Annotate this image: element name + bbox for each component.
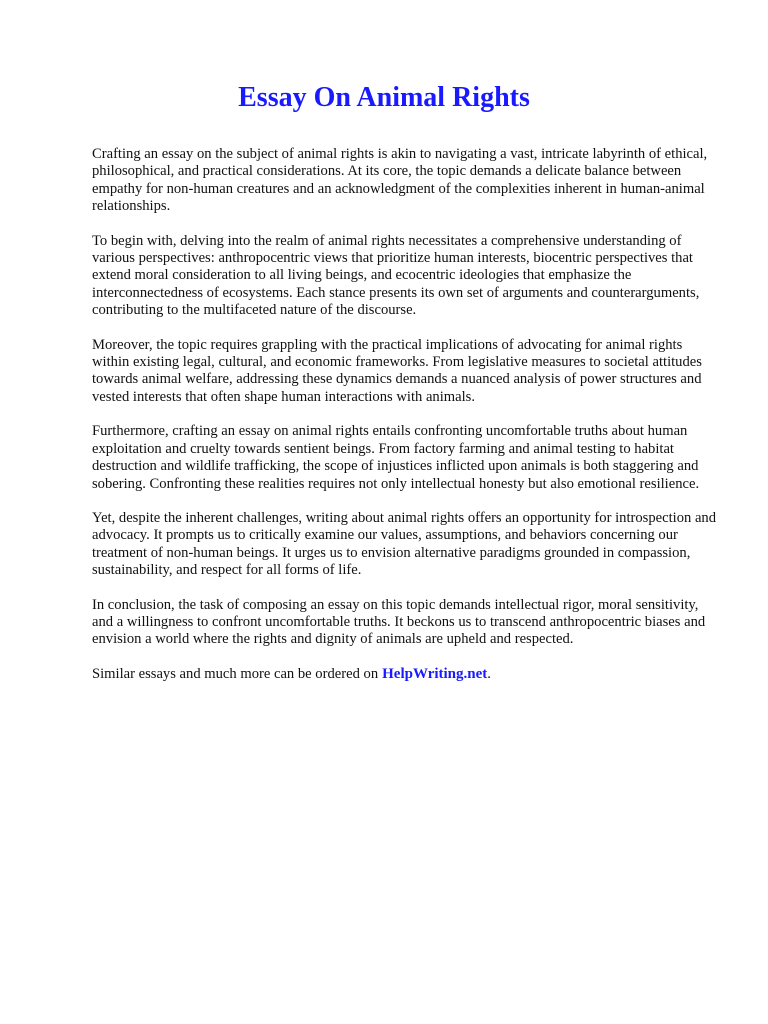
essay-body [92, 146, 722, 683]
paragraph-2: To begin with, delving into the realm of animal rights necessitates a comprehensive understanding of various perspectives: anthropocentric views that prioritize human interests, biocentric perspectives that extend moral consideration to all living beings, and ecocentric ideologies that emphasize the interconnectedness of ecosystems. Each stance presents its own set of arguments and counterarguments, contributing to the multifaceted nature of the discourse. [92, 232, 700, 319]
order-suffix: . [487, 665, 491, 682]
paragraph-1: Crafting an essay on the subject of animal rights is akin to navigating a vast, intricate labyrinth of ethical, philosophical, and practical considerations. At its core, the topic demands a delicate balance between empathy for non-human creatures and an acknowledgment of the complexities inherent in human-animal relationships. [92, 146, 708, 215]
order-line [92, 666, 722, 683]
helpwriting-link[interactable]: HelpWriting.net [382, 665, 488, 682]
order-text: Similar essays and much more can be ordered on [92, 665, 379, 682]
paragraph-5: Yet, despite the inherent challenges, writing about animal rights offers an opportunity for introspection and advocacy. It prompts us to critically examine our values, assumptions, and behaviors concerning our treatment of non-human beings. It urges us to envision alternative paradigms grounded in compassion, sustainability, and respect for all forms of life. [92, 509, 717, 579]
page-title: Essay On Animal Rights [238, 82, 530, 113]
paragraph-3: Moreover, the topic requires grappling with the practical implications of advocating for animal rights within existing legal, cultural, and economic frameworks. From legislative measures to societal attitudes towards animal welfare, addressing these dynamics demands a nuanced analysis of power structures and vested interests that often shape human interactions with animals. [92, 336, 702, 405]
paragraph-4: Furthermore, crafting an essay on animal rights entails confronting uncomfortable truths about human exploitation and cruelty towards sentient beings. From factory farming and animal testing to habitat destruction and wildlife trafficking, the scope of injustices inflicted upon animals is both staggering and sobering. Confronting these realities requires not only intellectual honesty but also emotional resilience. [92, 423, 700, 492]
paragraph-6: In conclusion, the task of composing an essay on this topic demands intellectual rigor, moral sensitivity, and a willingness to confront uncomfortable truths. It beckons us to transcend anthropocentric biases and envision a world where the rights and dignity of animals are upheld and respected. [92, 596, 706, 648]
